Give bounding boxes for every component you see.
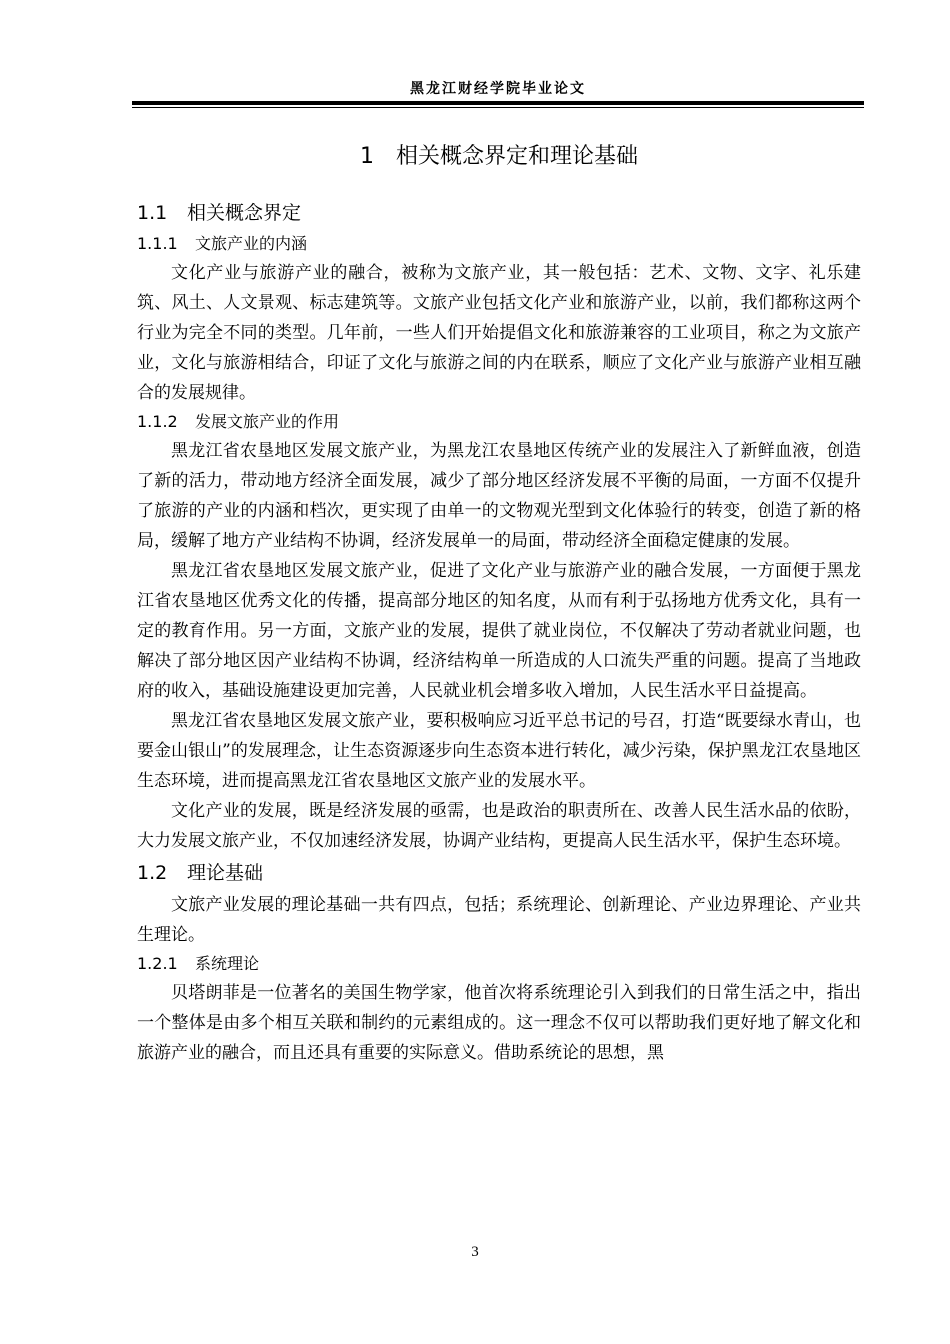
paragraph: 贝塔朗菲是一位著名的美国生物学家，他首次将系统理论引入到我们的日常生活之中，指出一个整体是由多个相互关联和制约的元素组成的。这一理念不仅可以帮助我们更好地了解文化和旅游产业的融合，而且还具有重要的实际意义。借助系统论的思想，黑 xyxy=(137,983,861,1063)
paragraph: 文化产业的发展，既是经济发展的亟需，也是政治的职责所在、改善人民生活水品的依盼，大力发展文旅产业，不仅加速经济发展，协调产业结构，更提高人民生活水平，保护生态环境。 xyxy=(137,801,861,851)
paragraph: 黑龙江省农垦地区发展文旅产业，要积极响应习近平总书记的号召，打造“既要绿水青山，也要金山银山”的发展理念，让生态资源逐步向生态资本进行转化，减少污染，保护黑龙江农垦地区生态环境，进而提高黑龙江省农垦地区文旅产业的发展水平。 xyxy=(137,711,861,791)
section-title: 理论基础 xyxy=(187,862,264,884)
header-rule-thick xyxy=(132,101,864,105)
running-header: 黑龙江财经学院毕业论文 xyxy=(410,81,586,97)
subsection-title: 系统理论 xyxy=(195,954,260,973)
subsection-heading-1-2-1 xyxy=(137,950,861,978)
page-number: 3 xyxy=(471,1244,479,1260)
subsection-number: 1.2.1 xyxy=(137,954,178,973)
subsection-heading-1-1-2 xyxy=(137,408,861,436)
subsection-number: 1.1.2 xyxy=(137,412,178,431)
subsection-heading-1-1-1 xyxy=(137,230,861,258)
chapter-number: 1 xyxy=(359,144,374,169)
subsection-title: 文旅产业的内涵 xyxy=(195,234,308,253)
subsection-title: 发展文旅产业的作用 xyxy=(195,412,340,431)
header-rule-thin xyxy=(132,107,864,108)
paragraph: 文旅产业发展的理论基础一共有四点，包括；系统理论、创新理论、产业边界理论、产业共生理论。 xyxy=(137,895,861,945)
page-content xyxy=(137,140,861,1068)
subsection-number: 1.1.1 xyxy=(137,234,178,253)
section-number: 1.1 xyxy=(137,202,168,224)
chapter-title xyxy=(137,140,861,174)
paragraph: 黑龙江省农垦地区发展文旅产业，促进了文化产业与旅游产业的融合发展，一方面便于黑龙江省农垦地区优秀文化的传播，提高部分地区的知名度，从而有利于弘扬地方优秀文化，具有一定的教育作用。另一方面，文旅产业的发展，提供了就业岗位，不仅解决了劳动者就业问题，也解决了部分地区因产业结构不协调，经济结构单一所造成的人口流失严重的问题。提高了当地政府的收入，基础设施建设更加完善，人民就业机会增多收入增加，人民生活水平日益提高。 xyxy=(137,561,861,701)
section-title: 相关概念界定 xyxy=(187,202,302,224)
section-heading-1-2 xyxy=(137,856,861,890)
section-number: 1.2 xyxy=(137,862,168,884)
chapter-title-text: 相关概念界定和理论基础 xyxy=(395,144,638,169)
paragraph: 文化产业与旅游产业的融合，被称为文旅产业，其一般包括：艺术、文物、文字、礼乐建筑、风土、人文景观、标志建筑等。文旅产业包括文化产业和旅游产业，以前，我们都称这两个行业为完全不同的类型。几年前，一些人们开始提倡文化和旅游兼容的工业项目，称之为文旅产业，文化与旅游相结合，印证了文化与旅游之间的内在联系，顺应了文化产业与旅游产业相互融合的发展规律。 xyxy=(137,263,861,403)
paragraph: 黑龙江省农垦地区发展文旅产业，为黑龙江农垦地区传统产业的发展注入了新鲜血液，创造了新的活力，带动地方经济全面发展，减少了部分地区经济发展不平衡的局面，一方面不仅提升了旅游的产业的内涵和档次，更实现了由单一的文物观光型到文化体验行的转变，创造了新的格局，缓解了地方产业结构不协调，经济发展单一的局面，带动经济全面稳定健康的发展。 xyxy=(137,441,861,551)
section-heading-1-1 xyxy=(137,196,861,230)
